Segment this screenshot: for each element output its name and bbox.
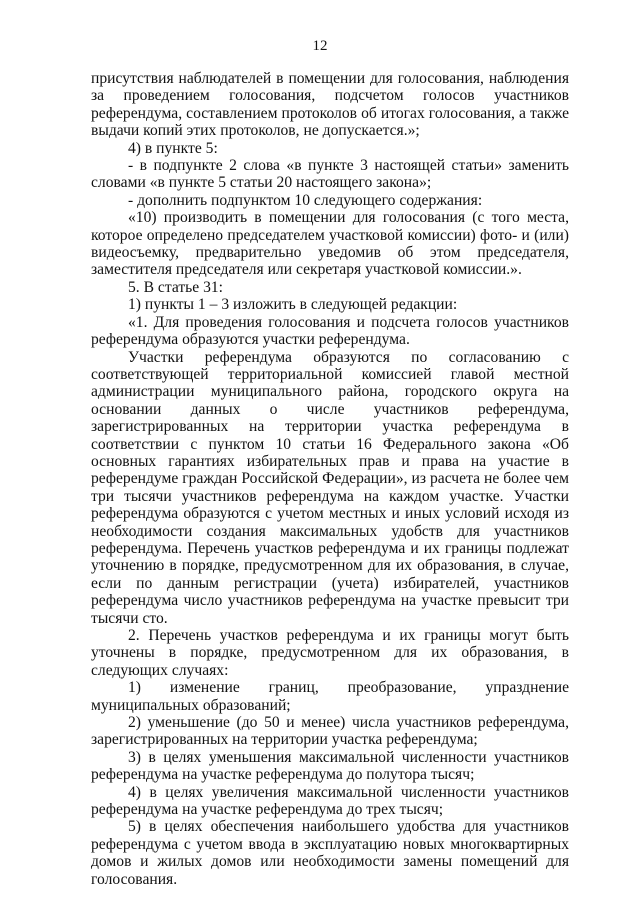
- paragraph: 1) изменение границ, преобразование, упразднение муниципальных образований;: [91, 679, 569, 714]
- paragraph: 5) в целях обеспечения наибольшего удобства для участников референдума с учетом ввода в эксплуатацию новых многоквартирных домов и жилых домов или необходимости замены помещений для голосования.: [91, 818, 569, 888]
- document-body: [91, 70, 569, 888]
- paragraph: - дополнить подпунктом 10 следующего содержания:: [128, 191, 483, 209]
- paragraph: «10) производить в помещении для голосования (с того места, которое определено председателем участковой комиссии) фото- и (или) видеосъемку, предварительно уведомив об этом председателя, заместителя председателя или секретаря участковой комиссии.».: [91, 209, 569, 279]
- paragraph: присутствия наблюдателей в помещении для голосования, наблюдения за проведением голосования, подсчетом голосов участников референдума, составлением протоколов об итогах голосования, а также выдачи копий этих протоколов, не допускается.»;: [91, 70, 569, 140]
- paragraph: - в подпункте 2 слова «в пункте 3 настоящей статьи» заменить словами «в пункте 5 статьи 20 настоящего закона»;: [91, 157, 569, 192]
- paragraph: 1) пункты 1 – 3 изложить в следующей редакции:: [128, 296, 458, 314]
- paragraph: 4) в целях увеличения максимальной численности участников референдума на участке референдума до трех тысяч;: [91, 783, 569, 819]
- paragraph: 2. Перечень участков референдума и их границы могут быть уточнены в порядке, предусмотренном для их образования, в следующих случаях:: [91, 627, 569, 679]
- page-number: 12: [312, 38, 328, 54]
- paragraph: 5. В статье 31:: [128, 278, 224, 296]
- paragraph: 2) уменьшение (до 50 и менее) числа участников референдума, зарегистрированных на территории участка референдума;: [91, 714, 569, 749]
- paragraph: «1. Для проведения голосования и подсчета голосов участников референдума образуются участки референдума.: [91, 313, 569, 349]
- paragraph: 4) в пункте 5:: [128, 139, 218, 157]
- paragraph: Участки референдума образуются по согласованию с соответствующей территориальной комиссией главой местной администрации муниципального района, городского округа на основании данных о числе участников референдума, зарегистрированных на территории участка референдума в соответствии с пунктом 10 статьи 16 Федерального закона «Об основных гарантиях избирательных прав и права на участие в референдуме граждан Российской Федерации», из расчета не более чем три тысячи участников референдума на каждом участке. Участки референдума образуются с учетом местных и иных условий исходя из необходимости создания максимальных удобств для участников референдума. Перечень участков референдума и их границы подлежат уточнению в порядке, предусмотренном для их образования, в случае, если по данным регистрации (учета) избирателей, участников референдума число участников референдума на участке превысит три тысячи сто.: [91, 348, 569, 627]
- paragraph: 3) в целях уменьшения максимальной численности участников референдума на участке референдума до полутора тысяч;: [91, 748, 569, 784]
